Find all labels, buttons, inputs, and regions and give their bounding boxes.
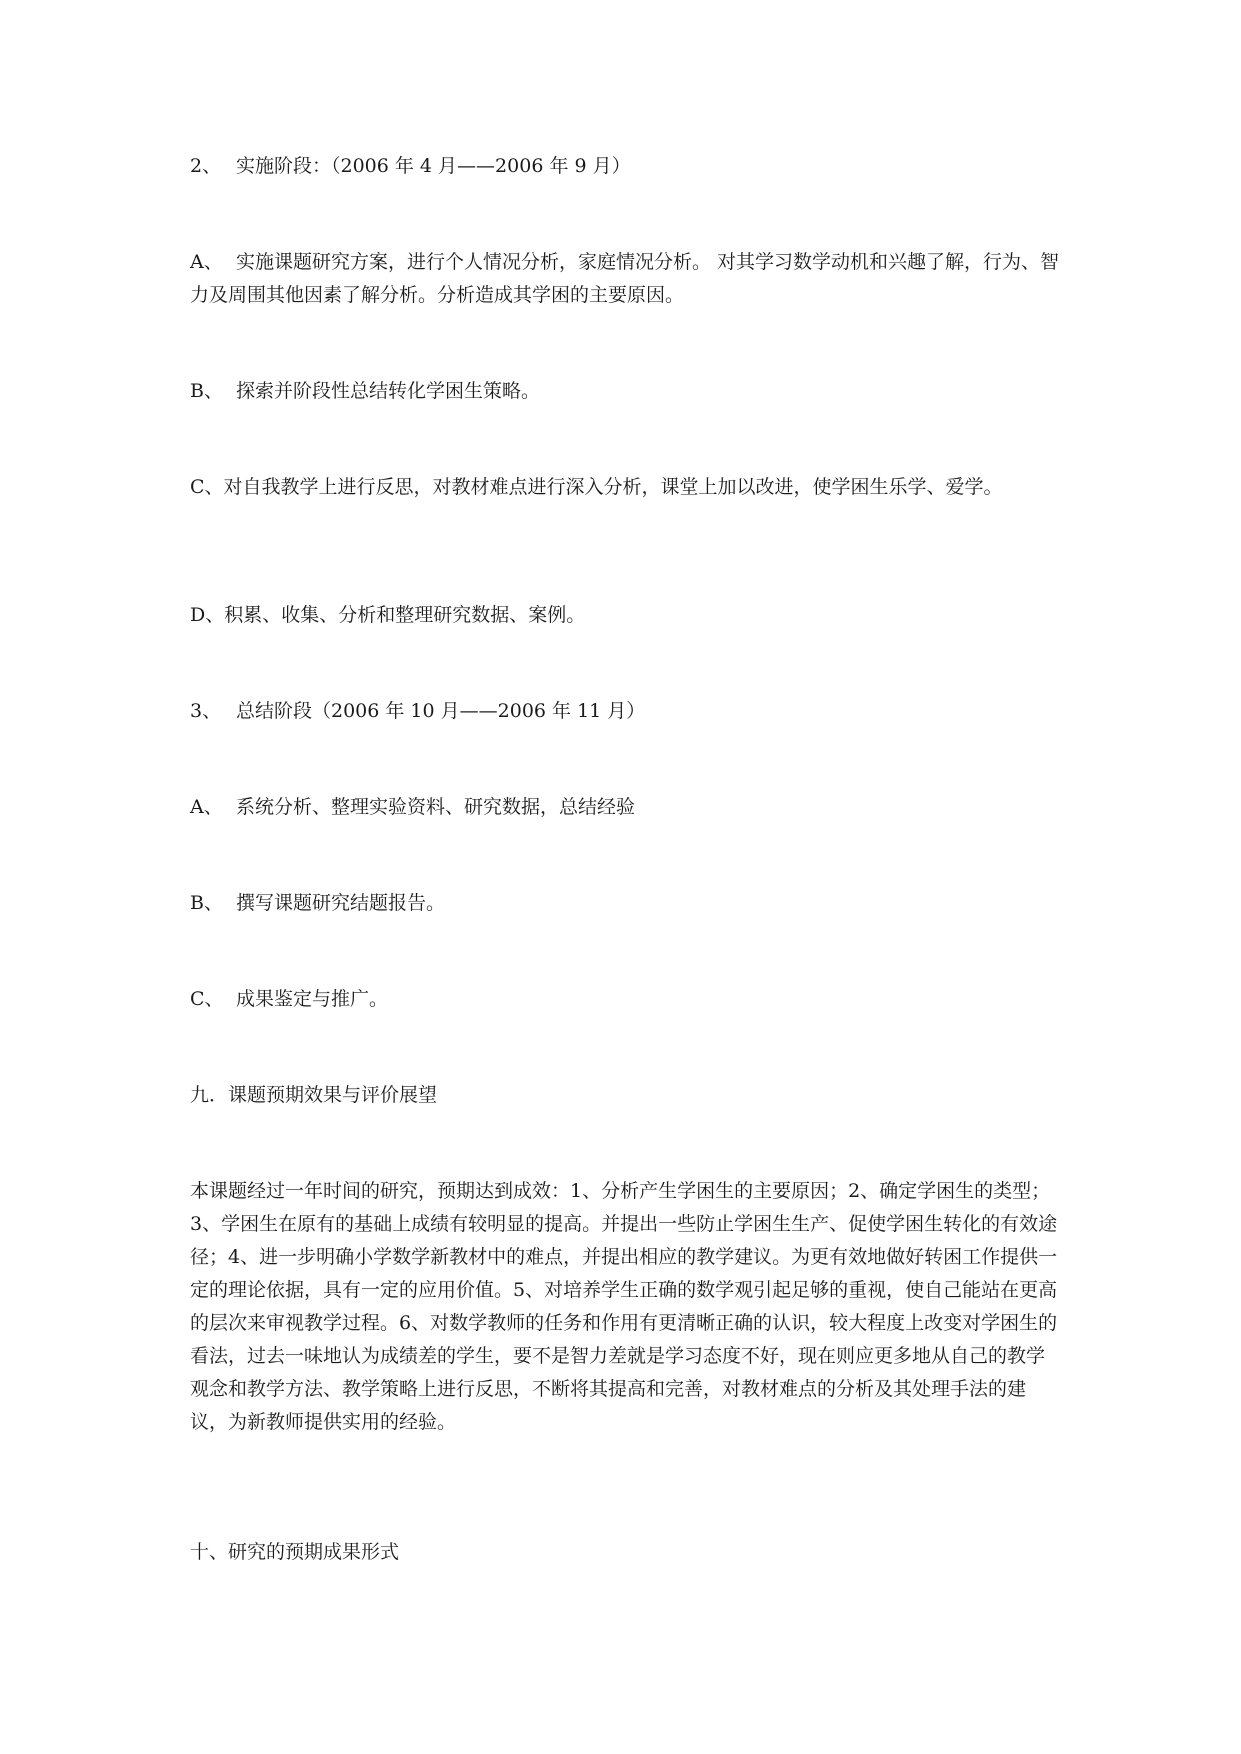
expected-effects-body (190, 1175, 1060, 1439)
paragraph-label: C、 (190, 988, 224, 1010)
section-3-heading (190, 695, 1060, 728)
paragraph-text: 系统分析、整理实验资料、研究数据，总结经验 (236, 796, 636, 818)
paragraph-text: 成果鉴定与推广。 (236, 988, 389, 1010)
item-b-explore (190, 375, 1060, 408)
paragraph-text: 实施阶段：（2006 年 4 月——2006 年 9 月） (236, 155, 631, 177)
paragraph-text: 探索并阶段性总结转化学困生策略。 (236, 380, 541, 402)
section-2-heading (190, 150, 1060, 183)
paragraph-text: 十、研究的预期成果形式 (190, 1541, 400, 1563)
paragraph-label: 3、 (190, 700, 222, 722)
item-b-report (190, 887, 1060, 920)
item-c-reflect (190, 471, 1060, 504)
paragraph-text: 实施课题研究方案，进行个人情况分析，家庭情况分析。 对其学习数学动机和兴趣了解，行为、智力及周围其他因素了解分析。分析造成其学困的主要原因。 (190, 251, 1060, 306)
paragraph-label: B、 (190, 892, 223, 914)
section-9-heading (190, 1079, 1060, 1112)
paragraph-text: 九．课题预期效果与评价展望 (190, 1084, 438, 1106)
item-a-implement (190, 246, 1060, 312)
paragraph-text: D、积累、收集、分析和整理研究数据、案例。 (190, 604, 586, 626)
item-a-analyze (190, 791, 1060, 824)
section-10-heading (190, 1536, 1060, 1569)
paragraph-label: A、 (190, 796, 223, 818)
paragraph-text: 总结阶段（2006 年 10 月——2006 年 11 月） (236, 700, 646, 722)
paragraph-text: 撰写课题研究结题报告。 (236, 892, 446, 914)
paragraph-label: B、 (190, 380, 223, 402)
item-c-promote (190, 983, 1060, 1016)
paragraph-text: 本课题经过一年时间的研究，预期达到成效：1、分析产生学困生的主要原因；2、确定学困生的类型；3、学困生在原有的基础上成绩有较明显的提高。并提出一些防止学困生生产、促使学困生转化的有效途径；4、进一步明确小学数学新教材中的难点，并提出相应的教学建议。为更有效地做好转困工作提供一定的理论依据，具有一定的应用价值。5、对培养学生正确的数学观引起足够的重视，使自己能站在更高的层次来审视教学过程。6、对数学教师的任务和作用有更清晰正确的认识，较大程度上改变对学困生的看法，过去一味地认为成绩差的学生，要不是智力差就是学习态度不好，现在则应更多地从自己的教学观念和教学方法、教学策略上进行反思，不断将其提高和完善，对教材难点的分析及其处理手法的建议，为新教师提供实用的经验。 (190, 1180, 1058, 1433)
paragraph-text: C、对自我教学上进行反思，对教材难点进行深入分析，课堂上加以改进，使学困生乐学、爱学。 (190, 476, 1003, 498)
paragraph-label: 2、 (190, 155, 222, 177)
item-d-collect (190, 599, 1060, 632)
paragraph-label: A、 (190, 251, 223, 273)
